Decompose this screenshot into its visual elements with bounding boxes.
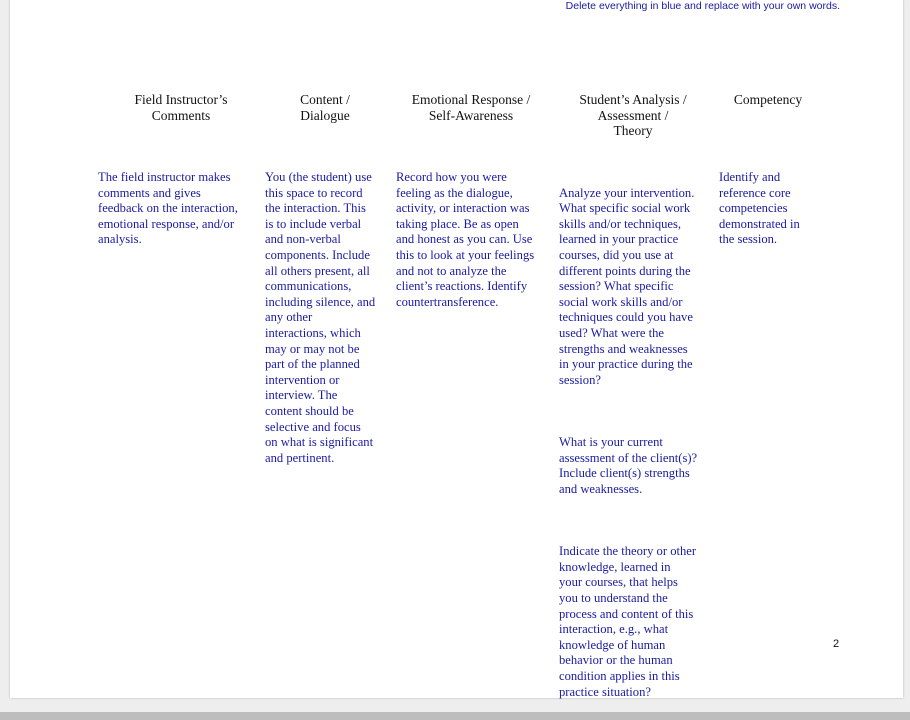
paragraph-spacer xyxy=(559,513,714,529)
column-header-student-analysis: Student’s Analysis / Assessment / Theory xyxy=(579,92,687,139)
column-header-competency: Competency xyxy=(733,92,803,107)
column-body-competency: Identify and reference core competencies demonstrated in the session. xyxy=(719,170,800,247)
column-body-student-analysis xyxy=(559,170,714,716)
column-body-content-dialogue: You (the student) use this space to record the interaction. This is to include verbal and non-verbal components. Include all others present, all communications, including silence, and any other interactions, which may or may not be part of the planned intervention or interview. The content should be selective and focus on what is significant and pertinent. xyxy=(265,170,376,465)
analysis-paragraph-assessment: What is your current assessment of the client(s)? Include client(s) strengths and weaknesses. xyxy=(559,435,698,496)
horizontal-scrollbar[interactable] xyxy=(0,712,910,720)
paragraph-spacer xyxy=(559,404,714,420)
page-number: 2 xyxy=(833,638,840,650)
analysis-paragraph-intervention: Analyze your intervention. What specific social work skills and/or techniques, learned in your practice courses, did you use at different points during the session? What specific social work skills and/or techniques could you have used? What were the strengths and weaknesses in your practice during the session? xyxy=(559,185,695,387)
column-header-content-dialogue: Content / Dialogue xyxy=(300,92,350,123)
column-body-emotional-response: Record how you were feeling as the dialogue, activity, or interaction was taking place. Be as open and honest as you can. Use this to look at your feelings and not to analyze the client’s reactions. Identify countertransference. xyxy=(396,170,535,309)
analysis-paragraph-theory: Indicate the theory or other knowledge, learned in your courses, that helps you to understand the process and content of this interaction, e.g., what knowledge of human behavior or the human condition applies in this practice situation? xyxy=(559,544,697,699)
column-body-field-instructor-comments: The field instructor makes comments and gives feedback on the interaction, emotional response, and/or analysis. xyxy=(98,170,238,247)
column-header-emotional-response: Emotional Response / Self-Awareness xyxy=(411,92,531,123)
column-header-field-instructor-comments: Field Instructor’s Comments xyxy=(134,92,228,123)
instruction-note: Delete everything in blue and replace with your own words. xyxy=(565,0,840,12)
